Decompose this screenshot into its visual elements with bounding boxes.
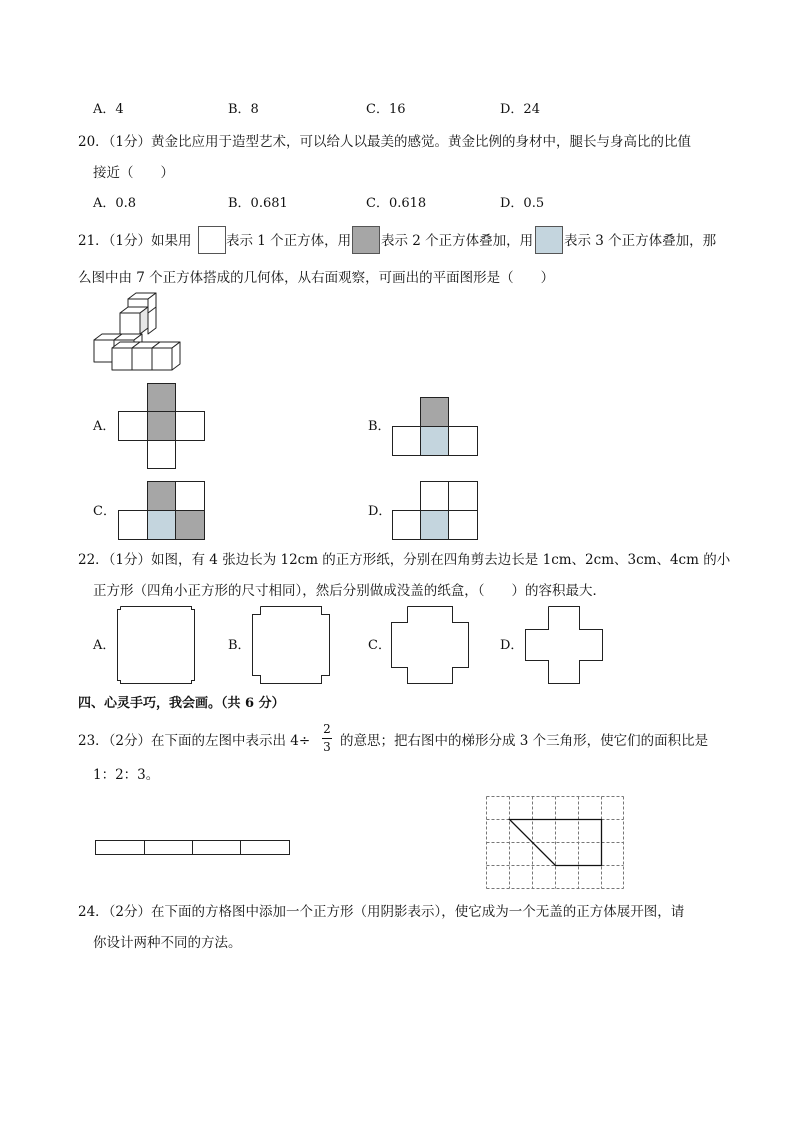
division-bar-figure	[95, 840, 291, 856]
q19-option-d: D．24	[500, 102, 540, 117]
q22-option-c-label: C．	[368, 638, 391, 653]
q23-stem-part1: 23．（2分）在下面的左图中表示出 4÷	[78, 733, 311, 749]
fraction-denominator: 3	[323, 740, 331, 754]
q20-stem-line1: 20．（1分）黄金比应用于造型艺术，可以给人以最美的感觉。黄金比例的身材中，腿长与身高比的比值	[78, 134, 692, 150]
q22-option-a-figure	[117, 606, 195, 684]
q21-stem-line2: 么图中由 7 个正方体搭成的几何体，从右面观察，可画出的平面图形是（ ）	[78, 270, 555, 286]
q22-option-c-figure	[391, 606, 469, 684]
trapezoid-grid-figure	[486, 796, 626, 892]
q21-option-c-figure	[118, 481, 208, 541]
q20-option-b: B．0.681	[228, 196, 288, 211]
q22-stem-line1: 22．（1分）如图，有 4 张边长为 12cm 的正方形纸，分别在四角剪去边长是 1cm、2cm、3cm、4cm 的小	[78, 552, 731, 568]
section-heading: 四、心灵手巧，我会画。（共 6 分）	[78, 696, 285, 711]
q24-stem-line2: 你设计两种不同的方法。	[93, 935, 242, 951]
q19-option-a: A．4	[93, 102, 124, 117]
q22-stem-line2: 正方形（四角小正方形的尺寸相同），然后分别做成没盖的纸盒，（ ）的容积最大．	[93, 583, 606, 599]
q21-stem-part3: 表示 2 个正方体叠加，用	[381, 233, 534, 249]
q22-option-a-label: A．	[93, 638, 116, 653]
q21-stem-part2: 表示 1 个正方体，用	[226, 233, 352, 249]
q21-option-d-figure	[392, 481, 482, 541]
q21-option-b-label: B．	[368, 419, 391, 434]
legend-white-square	[198, 226, 226, 254]
q19-option-c: C．16	[366, 102, 406, 117]
legend-dark-square	[352, 226, 380, 254]
q22-option-d-label: D．	[500, 638, 524, 653]
q21-option-b-figure	[392, 397, 482, 457]
q21-option-d-label: D．	[368, 504, 392, 519]
q20-stem-line2: 接近（ ）	[93, 165, 174, 181]
q22-option-b-label: B．	[228, 638, 251, 653]
q22-option-d-figure	[525, 606, 603, 684]
q21-stem-part4: 表示 3 个正方体叠加，那	[564, 233, 717, 249]
q20-option-c: C．0.618	[366, 196, 427, 211]
q21-option-a-figure	[118, 383, 208, 469]
q19-option-b: B．8	[228, 102, 259, 117]
q24-stem-line1: 24．（2分）在下面的方格图中添加一个正方形（用阴影表示），使它成为一个无盖的正方体展开图，请	[78, 904, 685, 920]
q23-stem-part2: 的意思；把右图中的梯形分成 3 个三角形，使它们的面积比是	[340, 733, 709, 749]
q22-option-b-figure	[252, 606, 330, 684]
fraction-numerator: 2	[323, 722, 331, 736]
q21-stem-part1: 21．（1分）如果用	[78, 233, 192, 249]
q21-option-c-label: C．	[93, 504, 116, 519]
q21-option-a-label: A．	[93, 419, 116, 434]
fraction-bar	[322, 738, 332, 739]
q23-stem-line2: 1：2：3。	[93, 767, 160, 783]
q20-option-a: A．0.8	[93, 196, 137, 211]
cube-stack-figure	[92, 296, 202, 376]
legend-light-square	[535, 226, 563, 254]
q20-option-d: D．0.5	[500, 196, 545, 211]
